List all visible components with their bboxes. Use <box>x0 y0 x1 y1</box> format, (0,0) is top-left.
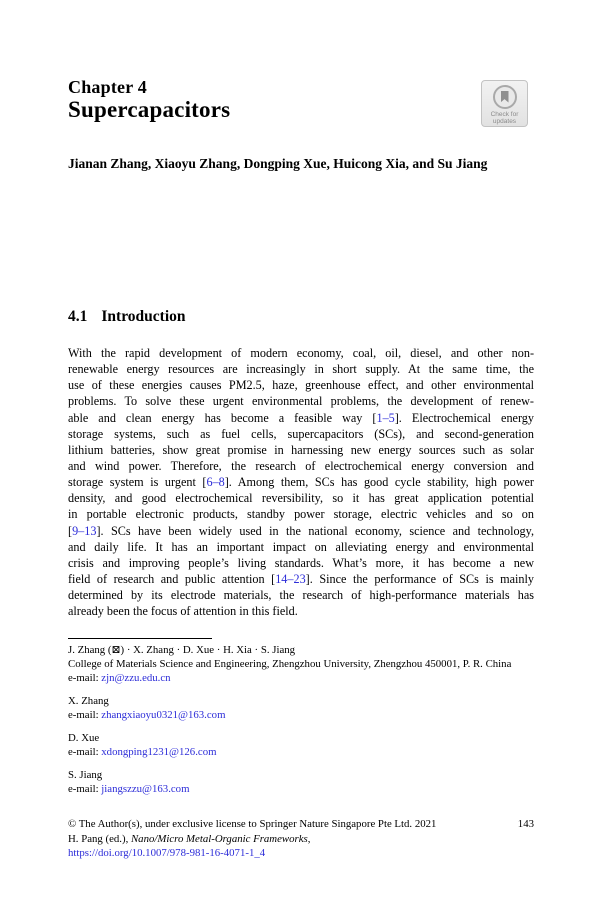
paragraph-line: crisis and improving people’s living standards. What’s more, it has become a new <box>68 555 534 570</box>
book-reference-line <box>68 832 534 847</box>
chapter-title: Supercapacitors <box>68 97 231 122</box>
page-number: 143 <box>517 818 534 830</box>
contact-email-line <box>68 708 534 722</box>
copyright-text: © The Author(s), under exclusive license to Springer Nature Singapore Pte Ltd. 2021 <box>68 818 437 830</box>
citation-link[interactable]: 1–5 <box>376 410 395 425</box>
contact-affiliation: College of Materials Science and Engineering, Zhengzhou University, Zhengzhou 450001, P. R. China <box>68 658 512 670</box>
contact-email-line <box>68 671 534 685</box>
chapter-label: Chapter 4 <box>68 77 147 97</box>
paragraph-line: able and clean energy has become a feasible way [1–5]. Electrochemical energy <box>68 410 534 425</box>
paragraph-line: [9–13]. SCs have been widely used in the national economy, science and technology, <box>68 523 534 538</box>
contact-names: S. Jiang <box>68 769 103 781</box>
email-link[interactable]: jiangszzu@163.com <box>101 783 190 795</box>
paragraph-line: lithium batteries, show great promise in harnessing new energy sources such as solar <box>68 442 534 457</box>
citation-link[interactable]: 14–23 <box>275 571 306 586</box>
authors-line: Jianan Zhang, Xiaoyu Zhang, Dongping Xue, Huicong Xia, and Su Jiang <box>68 156 488 171</box>
citation-link[interactable]: 9–13 <box>72 523 97 538</box>
email-link[interactable]: zhangxiaoyu0321@163.com <box>101 709 226 721</box>
citation-link[interactable]: 6–8 <box>206 475 225 490</box>
email-link[interactable]: zjn@zzu.edu.cn <box>101 672 171 684</box>
bookmark-circle-icon <box>493 85 517 109</box>
paragraph-line: use of these energies causes PM2.5, haze, greenhouse effect, and other environmental <box>68 378 534 393</box>
email-link[interactable]: xdongping1231@126.com <box>101 746 217 758</box>
contact-names: J. Zhang (⊠) · X. Zhang · D. Xue · H. Xia · S. Jiang <box>68 644 296 656</box>
title-suffix: , <box>307 832 311 845</box>
paragraph-line: and wind power. Therefore, the research of electrochemical energy conversion and <box>68 458 534 473</box>
bookmark-icon <box>501 91 509 103</box>
intro-paragraph <box>68 345 534 619</box>
email-label: e-mail: <box>68 709 99 721</box>
copyright-line <box>68 817 534 832</box>
footnote-area <box>68 643 534 805</box>
email-label: e-mail: <box>68 672 99 684</box>
section-number: 4.1 <box>68 308 88 325</box>
section-title: Introduction <box>101 308 186 325</box>
contact-email-line <box>68 782 534 796</box>
book-title: Nano/Micro Metal-Organic Frameworks <box>130 832 308 845</box>
email-label: e-mail: <box>68 746 99 758</box>
paragraph-line: density, and good electrochemical reversibility, so it has great application potential <box>68 491 534 506</box>
check-for-updates-badge[interactable] <box>481 80 528 127</box>
page-footer <box>68 817 534 861</box>
contact-block <box>68 643 534 685</box>
paragraph-line: field of research and public attention [14–23]. Since the performance of SCs is mainly <box>68 571 534 586</box>
editor-text: H. Pang (ed.), <box>68 832 131 845</box>
footnote-separator <box>68 638 212 639</box>
contact-block <box>68 694 534 722</box>
contact-names: X. Zhang <box>68 695 109 707</box>
contact-block <box>68 768 534 796</box>
paragraph-line: determined by its electrode materials, the research of high-performance materials has <box>68 588 534 603</box>
paragraph-line: storage systems, such as fuel cells, supercapacitors (SCs), and second-generation <box>68 426 534 441</box>
paragraph-line: With the rapid development of modern economy, coal, oil, diesel, and other non- <box>68 346 534 360</box>
contact-names: D. Xue <box>68 732 100 744</box>
paragraph-line: problems. To solve these urgent environmental problems, the development of renew- <box>68 394 534 409</box>
check-for-updates-label: Check for updates <box>490 111 519 125</box>
paragraph-line: renewable energy resources are increasingly in short supply. At the same time, the <box>68 362 534 377</box>
section-heading <box>68 308 186 326</box>
email-label: e-mail: <box>68 783 99 795</box>
contact-email-line <box>68 745 534 759</box>
paragraph-line: and daily life. It has an important impact on alleviating energy and environmental <box>68 539 534 554</box>
paragraph-line: in portable electronic products, standby power storage, electric vehicles and so on <box>68 507 534 522</box>
doi-line <box>68 846 534 861</box>
paragraph-line: already been the focus of attention in this field. <box>68 604 298 619</box>
paragraph-line: storage system is urgent [6–8]. Among them, SCs has good cycle stability, high power <box>68 475 534 490</box>
doi-link[interactable]: https://doi.org/10.1007/978-981-16-4071-1_4 <box>68 847 266 859</box>
contact-block <box>68 731 534 759</box>
